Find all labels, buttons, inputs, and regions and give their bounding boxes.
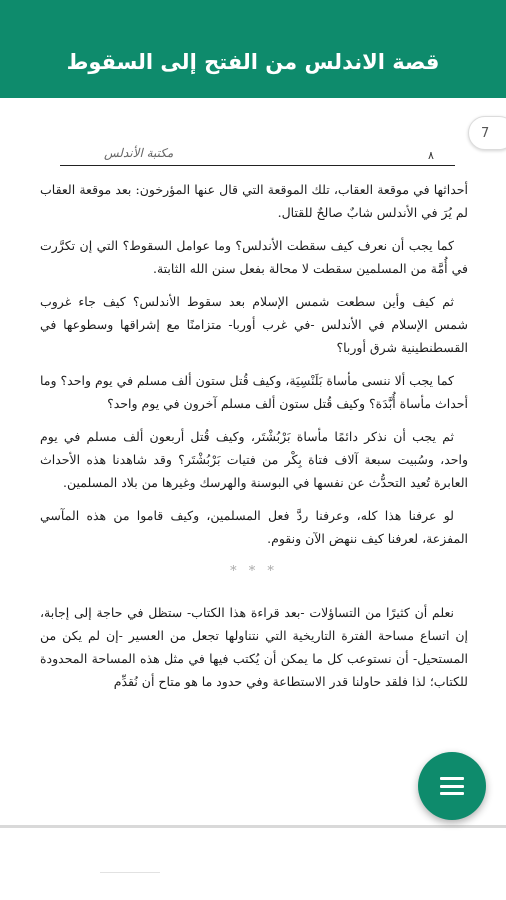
book-page[interactable] [0, 98, 506, 828]
menu-button[interactable] [418, 752, 486, 820]
paragraph: أحداثها في موقعة العقاب، تلك الموقعة التي قال عنها المؤرخون: بعد موقعة العقاب لم يُرَ في الأندلس شابٌ صالحٌ للقتال. [40, 182, 468, 220]
book-text [40, 178, 468, 703]
paragraph: ثم كيف وأين سطعت شمس الإسلام بعد سقوط الأندلس؟ كيف جاء غروب شمس الإسلام في الأندلس -في غرب أوربا- متزامنًا مع إشراقها وسطوعها في القسطنطينية شرق أوربا؟ [40, 294, 468, 355]
paragraph: كما يجب ألا ننسى مأساة بَلَنْسِيَة، وكيف قُتل ستون ألف مسلم في يوم واحد؟ وما أحداث مأساة أُبَّدَة؟ وكيف قُتل ستون ألف مسلم آخرون في يوم واحد؟ [40, 373, 468, 411]
paragraph: ثم يجب أن نذكر دائمًا مأساة بَرْبُشْتَر، وكيف قُتل أربعون ألف مسلم في يوم واحد، وسُبيت سبعة آلاف فتاة بِكْر من فتيات بَرْبُشْتَر؟ وقد شاهدنا هذه الأحداث العابرة تُعيد التحدُّث عن نفسها في البوسنة والهرسك وغيرها من بلاد المسلمين. [40, 429, 468, 490]
paragraph: لو عرفنا هذا كله، وعرفنا ردَّ فعل المسلمين، وكيف قاموا من هذه المآسي المفزعة، لعرفنا كيف ننهض الآن ونقوم. [40, 508, 468, 546]
app-bar [0, 0, 506, 98]
paragraph: كما يجب أن نعرف كيف سقطت الأندلس؟ وما عوامل السقوط؟ التي إن تكرَّرت في أُمَّة من المسلمين سقطت لا محالة بفعل سنن الله الثابتة. [40, 238, 468, 276]
header-rule [60, 165, 455, 167]
paragraph: نعلم أن كثيرًا من التساؤلات -بعد قراءة هذا الكتاب- ستظل في حاجة إلى إجابة، إن اتساع مساحة الفترة التاريخية التي نتناولها تجعل من العسير -إن لم يكن من المستحيل- أن نستوعب كل ما يمكن أن يُكتب فيها في مثل هذه المساحة المحدودة للكتاب؛ لذا فلقد حاولنا قدر الاستطاعة وفي حدود ما هو متاح أن نُقدِّم [40, 605, 468, 689]
next-page-text-fragment [100, 872, 160, 876]
menu-icon [440, 777, 464, 795]
page-number-badge[interactable]: 7 [468, 116, 506, 150]
next-page-preview [0, 830, 506, 900]
app-title: قصة الاندلس من الفتح إلى السقوط [66, 50, 440, 74]
publisher-logo: مكتبة الأندلس [104, 146, 174, 160]
section-separator: * * * [230, 564, 278, 579]
printed-page-number: ٨ [428, 149, 434, 162]
page-header [60, 112, 460, 172]
